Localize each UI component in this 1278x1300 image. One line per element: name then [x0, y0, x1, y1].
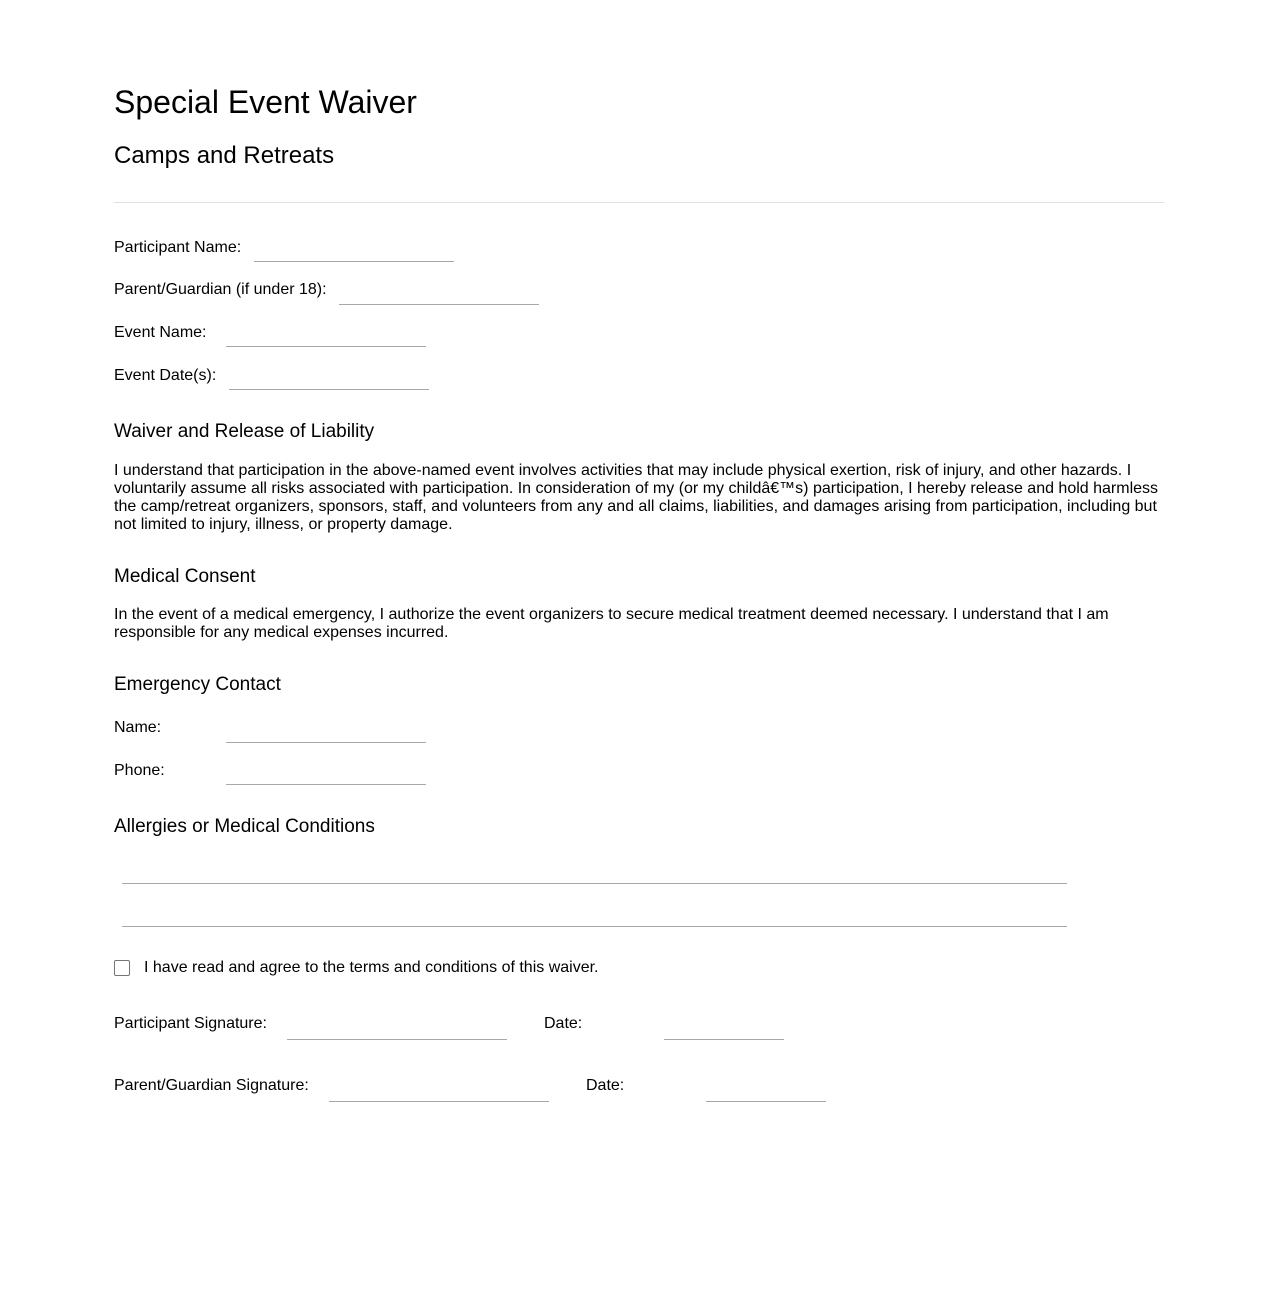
event-name-field[interactable] [226, 346, 426, 347]
parent-guardian-label: Parent/Guardian (if under 18): [114, 281, 327, 298]
emergency-name-label: Name: [114, 719, 162, 736]
guardian-date-field[interactable] [706, 1101, 826, 1102]
waiver-text: I understand that participation in the above-named event involves activities that may include physical exertion, risk of injury, and other hazards. I voluntarily assume all risks associated with participation. In consideration of my (or my childâ€™s) participation, I hereby release and hold harmless the camp/retreat organizers, sponsors, staff, and volunteers from any and all claims, liabilities, and damages arising from participation, including but not limited to injury, illness, or property damage. [114, 462, 1159, 533]
allergies-line-2[interactable] [122, 926, 1067, 927]
participant-signature-field[interactable] [287, 1039, 507, 1040]
event-dates-label: Event Date(s): [114, 367, 217, 384]
event-name-label: Event Name: [114, 324, 207, 341]
event-dates-field[interactable] [229, 389, 429, 390]
header-divider [114, 202, 1164, 203]
guardian-date-label: Date: [586, 1077, 625, 1094]
page-title: Special Event Waiver [114, 84, 417, 120]
parent-guardian-field[interactable] [339, 304, 539, 305]
allergies-heading: Allergies or Medical Conditions [114, 816, 375, 837]
participant-date-label: Date: [544, 1015, 583, 1032]
waiver-heading: Waiver and Release of Liability [114, 421, 375, 442]
agree-checkbox-label: I have read and agree to the terms and conditions of this waiver. [144, 959, 599, 976]
emergency-phone-label: Phone: [114, 762, 165, 779]
participant-name-field[interactable] [254, 261, 454, 262]
participant-signature-label: Participant Signature: [114, 1015, 267, 1032]
emergency-contact-heading: Emergency Contact [114, 674, 281, 695]
medical-consent-heading: Medical Consent [114, 566, 256, 587]
medical-consent-text: In the event of a medical emergency, I authorize the event organizers to secure medical treatment deemed necessary. I understand that I am responsible for any medical expenses incurred. [114, 606, 1109, 641]
participant-date-field[interactable] [664, 1039, 784, 1040]
emergency-name-field[interactable] [226, 742, 426, 743]
page-subtitle: Camps and Retreats [114, 142, 335, 169]
agree-checkbox[interactable] [114, 960, 130, 976]
allergies-line-1[interactable] [122, 883, 1067, 884]
guardian-signature-label: Parent/Guardian Signature: [114, 1077, 309, 1094]
participant-name-label: Participant Name: [114, 239, 242, 256]
emergency-phone-field[interactable] [226, 784, 426, 785]
guardian-signature-field[interactable] [329, 1101, 549, 1102]
